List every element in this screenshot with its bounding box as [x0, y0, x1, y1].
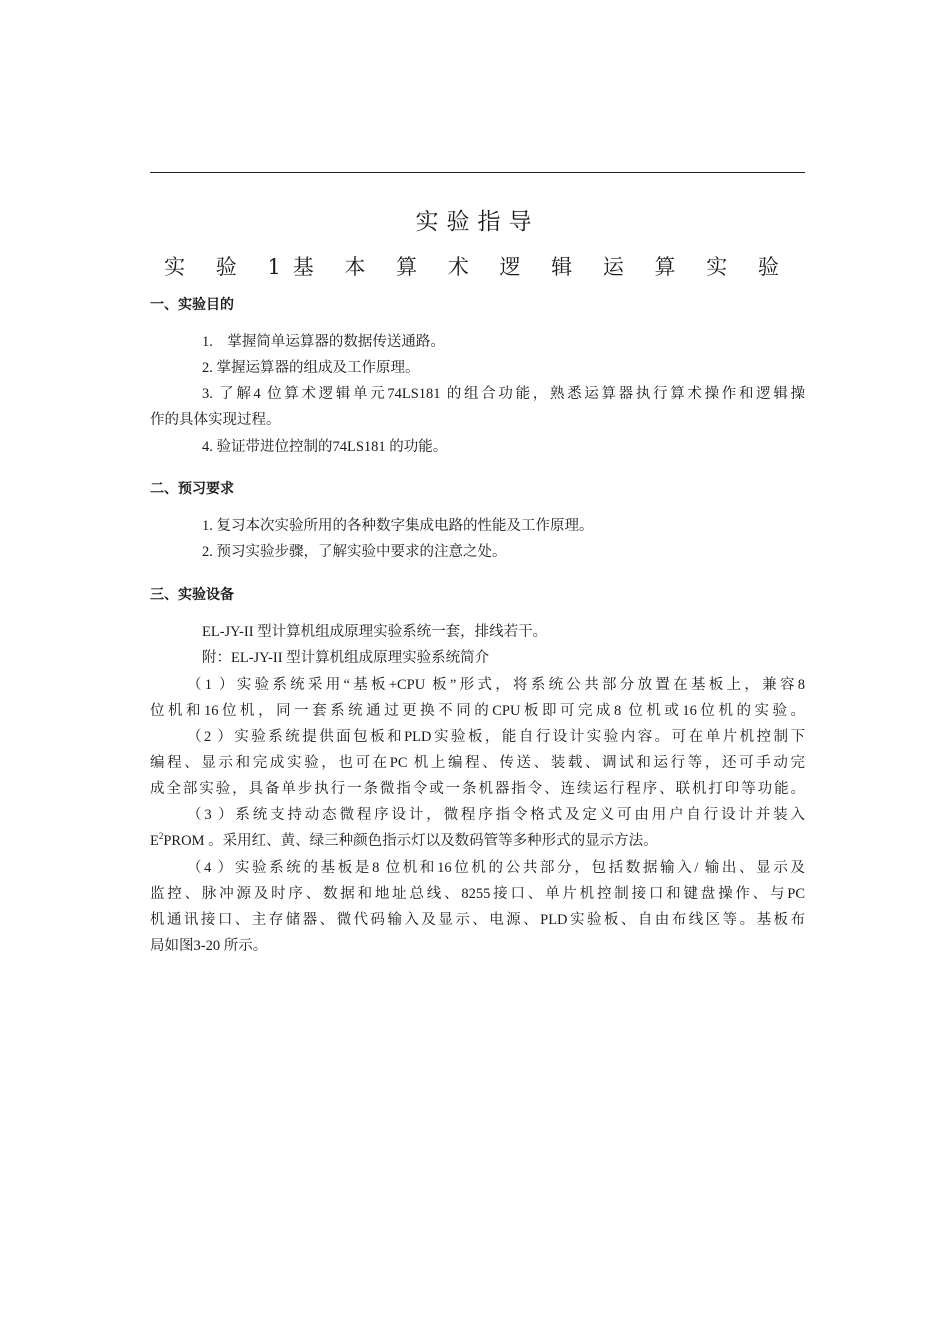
feature-4-line-1: （4 ）实验系统的基板是8 位机和16位机的公共部分，包括数据输入/ 输出、显示及	[187, 860, 805, 876]
feature-1-line-2: 位机和16位机，同一套系统通过更换不同的CPU板即可完成8 位机或16位机的实验。	[150, 703, 805, 719]
purpose-item-3-cont: 作的具体实现过程。	[150, 412, 281, 428]
purpose-item-1: 1. 掌握简单运算器的数据传送通路。	[202, 334, 445, 350]
feature-3-line-1: （3 ）系统支持动态微程序设计，微程序指令格式及定义可由用户自行设计并装入	[187, 807, 805, 823]
purpose-item-3: 3. 了解4 位算术逻辑单元74LS181 的组合功能，熟悉运算器执行算术操作和逻辑操	[202, 386, 805, 402]
purpose-item-4: 4. 验证带进位控制的74LS181 的功能。	[202, 439, 448, 455]
feature-3-line-2	[150, 828, 805, 854]
feature-1-line-1: （1 ）实验系统采用“基板+CPU 板”形式，将系统公共部分放置在基板上，兼容8	[187, 677, 805, 693]
section-heading-equipment: 三、实验设备	[150, 587, 234, 603]
feature-4-line-3: 机通讯接口、主存储器、微代码输入及显示、电源、PLD实验板、自由布线区等。基板布	[150, 912, 805, 928]
preview-item-2: 2. 预习实验步骤，了解实验中要求的注意之处。	[202, 544, 507, 560]
purpose-item-2: 2. 掌握运算器的组成及工作原理。	[202, 360, 420, 376]
appendix-title: 附：EL-JY-II 型计算机组成原理实验系统简介	[202, 650, 490, 666]
header-rule	[150, 172, 805, 173]
equipment-line: EL-JY-II 型计算机组成原理实验系统一套，排线若干。	[202, 624, 548, 640]
page-title: 实验指导	[415, 209, 540, 235]
feature-2-line-1: （2 ）实验系统提供面包板和PLD实验板，能自行设计实验内容。可在单片机控制下	[187, 729, 805, 745]
section-heading-preview: 二、预习要求	[150, 481, 234, 497]
experiment-title: 实 验 1基 本 算 术 逻 辑 运 算 实 验	[164, 255, 791, 279]
feature-4-line-4: 局如图3-20 所示。	[150, 938, 268, 954]
section-heading-purpose: 一、实验目的	[150, 297, 234, 313]
feature-3-line-2-text: PROM 。采用红、黄、绿三种颜色指示灯以及数码管等多种形式的显示方法。	[163, 833, 658, 849]
eprom-prefix: E	[150, 833, 159, 849]
preview-item-1: 1. 复习本次实验所用的各种数字集成电路的性能及工作原理。	[202, 518, 594, 534]
feature-2-line-2: 编程、显示和完成实验，也可在PC 机上编程、传送、装载、调试和运行等，还可手动完	[150, 755, 805, 771]
feature-4-line-2: 监控、脉冲源及时序、数据和地址总线、8255接口、单片机控制接口和键盘操作、与PC	[150, 886, 805, 902]
feature-2-line-3: 成全部实验，具备单步执行一条微指令或一条机器指令、连续运行程序、联机打印等功能。	[150, 781, 805, 797]
eprom-superscript: 2	[158, 831, 164, 842]
